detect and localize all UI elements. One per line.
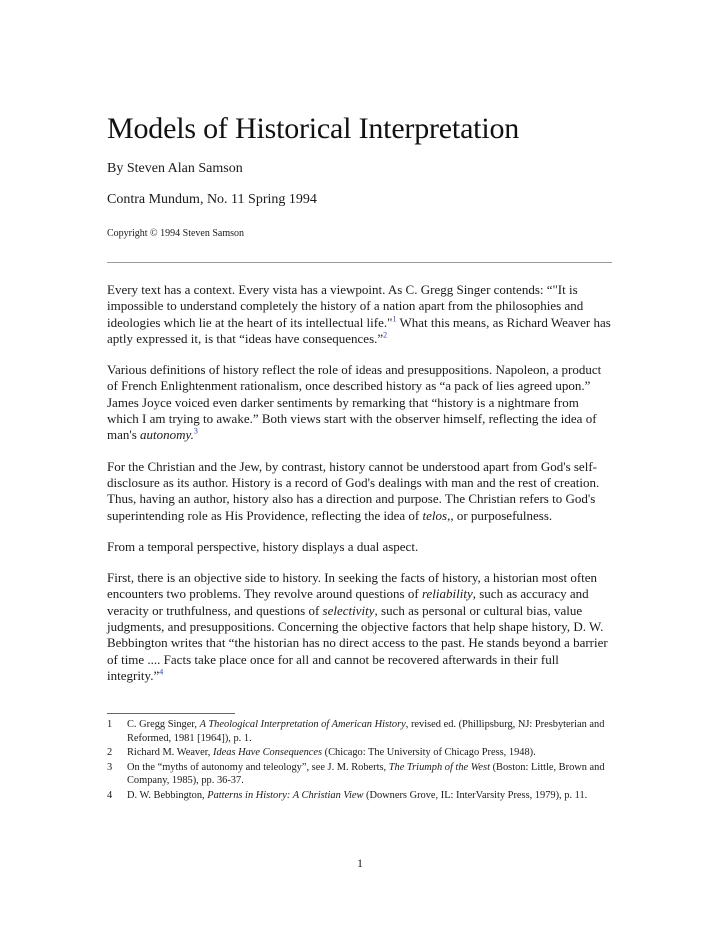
text-run: , revised ed. (Phillipsburg, NJ: Presbyterian and Reformed, 1981 [1964]), p. 1. xyxy=(127,719,605,744)
footnote-text xyxy=(119,761,612,788)
text-run: C. Gregg Singer, xyxy=(127,719,200,730)
header-divider xyxy=(107,262,612,263)
footnote-divider xyxy=(107,713,235,714)
text-run: , such as accuracy and veracity or truthfulness, and questions of xyxy=(107,586,589,618)
italic-text: selectivity xyxy=(322,602,375,618)
footnote-ref-link[interactable]: 1 xyxy=(392,314,397,324)
footnote xyxy=(107,718,612,745)
italic-text: The Triumph of the West xyxy=(388,761,490,773)
paragraph xyxy=(107,459,612,524)
paragraph xyxy=(107,362,612,443)
text-run: On the “myths of autonomy and teleology”, see J. M. Roberts, xyxy=(127,761,389,773)
footnote-number: 4 xyxy=(107,789,113,801)
paragraph xyxy=(107,570,612,684)
paragraph xyxy=(107,539,612,555)
footnote-text xyxy=(119,789,612,803)
footnote-ref-link[interactable]: 3 xyxy=(193,427,198,437)
italic-text: reliability xyxy=(421,586,473,602)
italic-text: autonomy. xyxy=(140,427,194,443)
page-number: 1 xyxy=(357,856,363,870)
footnote-text xyxy=(119,746,612,760)
italic-text: Ideas Have Consequences xyxy=(212,747,323,758)
text-run: ,, or purposefulness. xyxy=(447,507,553,523)
footnote xyxy=(107,789,612,803)
author-line: By Steven Alan Samson xyxy=(107,161,243,176)
footnote xyxy=(107,746,612,760)
footnote-ref-link[interactable]: 2 xyxy=(383,330,388,340)
text-run: (Downers Grove, IL: InterVarsity Press, 1979), p. 11. xyxy=(363,789,588,801)
text-run: D. W. Bebbington, xyxy=(127,789,208,801)
text-run: Richard M. Weaver, xyxy=(127,747,213,758)
italic-text: A Theological Interpretation of American History xyxy=(199,719,406,730)
paragraph xyxy=(107,282,612,347)
footnote-ref-link[interactable]: 4 xyxy=(159,667,164,677)
italic-text: telos xyxy=(422,507,448,523)
footnote-number: 2 xyxy=(107,747,113,758)
document-title: Models of Historical Interpretation xyxy=(107,112,520,145)
text-run: First, there is an objective side to history. In seeking the facts of history, a historian most often encounters two problems. They revolve around questions of xyxy=(107,570,598,602)
text-run: Various definitions of history reflect the role of ideas and presuppositions. Napoleon, a product of French Enlightenment rationalism, once described history as “a pack of lies agreed upon.” James Joyce voiced even darker sentiments by remarking that “history is a nightmare from which I am trying to awake.” Both views start with the observer himself, reflecting the idea of man's xyxy=(107,362,602,443)
text-run: Every text has a context. Every vista has a viewpoint. As C. Gregg Singer contends: “"It is impossible to understand completely the history of a nation apart from the philosophies and ideologies which lie at the heart of its intellectual life." xyxy=(107,282,584,330)
footnotes xyxy=(107,718,612,803)
footnote-text xyxy=(119,718,612,745)
text-run: (Chicago: The University of Chicago Press, 1948). xyxy=(322,747,536,758)
text-run: (Boston: Little, Brown and Company, 1985), pp. 36-37. xyxy=(127,761,605,786)
italic-text: Patterns in History: A Christian View xyxy=(207,789,364,801)
body-text xyxy=(107,282,612,699)
text-run: What this means, as Richard Weaver has aptly expressed it, is that “ideas have consequences.” xyxy=(107,314,611,346)
text-run: From a temporal perspective, history displays a dual aspect. xyxy=(107,538,419,554)
footnote-number: 1 xyxy=(107,719,113,730)
copyright-line: Copyright © 1994 Steven Samson xyxy=(107,228,245,239)
footnote-number: 3 xyxy=(107,761,113,773)
footnote xyxy=(107,761,612,788)
text-run: , such as personal or cultural bias, value judgments, and presuppositions. Concerning the objective factors that help shape history, D. W. Bebbington writes that “the historian has no direct access to the past. He stands beyond a barrier of time .... Facts take place once for all and cannot be recovered afterwards in their full integrity.” xyxy=(107,602,608,683)
text-run: For the Christian and the Jew, by contrast, history cannot be understood apart from God's self-disclosure as its author. History is a record of God's dealings with man and the rest of creation. Thus, having an author, history also has a direction and purpose. The Christian refers to God's superintending role as His Providence, reflecting the idea of xyxy=(107,458,600,523)
source-line: Contra Mundum, No. 11 Spring 1994 xyxy=(107,192,317,207)
